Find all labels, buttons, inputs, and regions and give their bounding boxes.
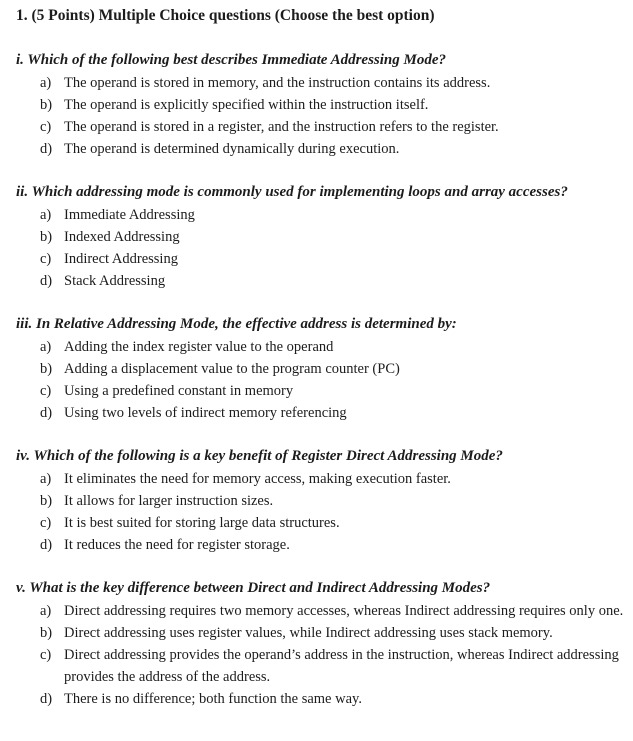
option-text: Indirect Addressing — [64, 251, 178, 267]
option-letter: d) — [40, 405, 53, 421]
option-2-a — [16, 204, 626, 226]
option-list — [16, 336, 626, 424]
option-3-a — [16, 336, 626, 358]
option-text: It eliminates the need for memory access, making execution faster. — [64, 471, 451, 487]
option-letter: b) — [40, 493, 53, 509]
option-3-d — [16, 402, 626, 424]
option-4-b — [16, 490, 626, 512]
option-text: The operand is stored in a register, and the instruction refers to the register. — [64, 119, 499, 135]
option-text: Indexed Addressing — [64, 229, 180, 245]
option-4-d — [16, 534, 626, 556]
option-text: Direct addressing requires two memory accesses, whereas Indirect addressing requires only one. — [64, 603, 624, 619]
option-2-c — [16, 248, 626, 270]
question-text: ii. Which addressing mode is commonly used for implementing loops and array accesses? — [16, 184, 568, 200]
option-3-c — [16, 380, 626, 402]
question-text: iv. Which of the following is a key benefit of Register Direct Addressing Mode? — [16, 448, 503, 464]
option-2-d — [16, 270, 626, 292]
option-letter: a) — [40, 471, 52, 487]
option-1-d — [16, 138, 626, 160]
option-text: Adding the index register value to the operand — [64, 339, 334, 355]
option-letter: d) — [40, 537, 53, 553]
option-letter: b) — [40, 229, 53, 245]
option-text: Immediate Addressing — [64, 207, 195, 223]
option-letter: d) — [40, 691, 53, 707]
option-2-b — [16, 226, 626, 248]
option-text: Using a predefined constant in memory — [64, 383, 294, 399]
option-text: It allows for larger instruction sizes. — [64, 493, 274, 509]
option-letter: d) — [40, 141, 53, 157]
question-text: iii. In Relative Addressing Mode, the effective address is determined by: — [16, 316, 457, 332]
option-5-a — [16, 600, 626, 622]
option-1-c — [16, 116, 626, 138]
option-letter: b) — [40, 97, 53, 113]
option-4-c — [16, 512, 626, 534]
option-5-b — [16, 622, 626, 644]
option-letter: c) — [40, 251, 52, 267]
question-text: v. What is the key difference between Direct and Indirect Addressing Modes? — [16, 580, 491, 596]
option-list — [16, 468, 626, 556]
option-text: Using two levels of indirect memory referencing — [64, 405, 347, 421]
option-text: There is no difference; both function the same way. — [64, 691, 362, 707]
option-text: The operand is explicitly specified within the instruction itself. — [64, 97, 429, 113]
option-4-a — [16, 468, 626, 490]
option-letter: c) — [40, 515, 52, 531]
question-4 — [16, 446, 626, 556]
option-list — [16, 72, 626, 160]
option-letter: a) — [40, 339, 52, 355]
option-text: It is best suited for storing large data structures. — [64, 515, 340, 531]
option-letter: b) — [40, 625, 53, 641]
option-text: Direct addressing provides the operand’s address in the instruction, whereas Indirect addressing provides the address of the address. — [64, 647, 619, 685]
question-1 — [16, 50, 626, 160]
option-text: Adding a displacement value to the program counter (PC) — [64, 361, 400, 377]
option-1-b — [16, 94, 626, 116]
question-list — [16, 50, 626, 710]
question-text: i. Which of the following best describes Immediate Addressing Mode? — [16, 52, 447, 68]
option-text: The operand is stored in memory, and the instruction contains its address. — [64, 75, 491, 91]
option-letter: a) — [40, 603, 52, 619]
question-5 — [16, 578, 626, 710]
option-list — [16, 600, 626, 710]
document — [16, 6, 626, 732]
question-2 — [16, 182, 626, 292]
option-1-a — [16, 72, 626, 94]
option-letter: a) — [40, 207, 52, 223]
option-5-c — [16, 644, 626, 688]
option-text: The operand is determined dynamically during execution. — [64, 141, 400, 157]
option-5-d — [16, 688, 626, 710]
option-letter: c) — [40, 383, 52, 399]
question-3 — [16, 314, 626, 424]
option-text: Direct addressing uses register values, while Indirect addressing uses stack memory. — [64, 625, 553, 641]
option-letter: c) — [40, 119, 52, 135]
option-letter: d) — [40, 273, 53, 289]
option-text: It reduces the need for register storage. — [64, 537, 290, 553]
section-heading: 1. (5 Points) Multiple Choice questions (Choose the best option) — [16, 7, 435, 24]
option-letter: c) — [40, 647, 52, 663]
option-text: Stack Addressing — [64, 273, 166, 289]
option-letter: b) — [40, 361, 53, 377]
option-letter: a) — [40, 75, 52, 91]
option-list — [16, 204, 626, 292]
option-3-b — [16, 358, 626, 380]
